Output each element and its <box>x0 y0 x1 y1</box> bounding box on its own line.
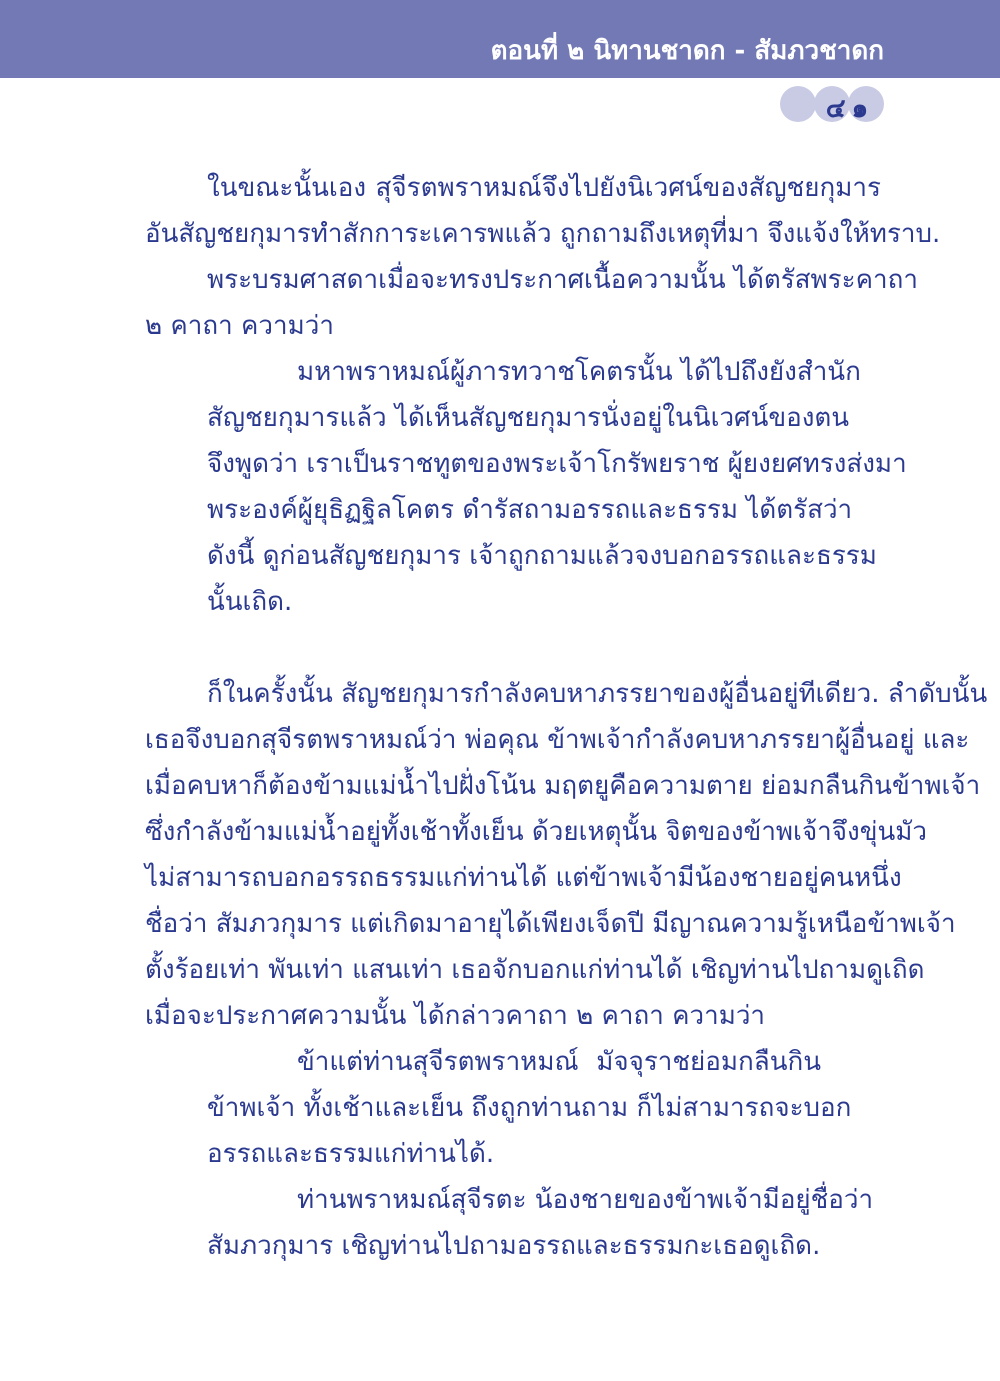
verse-line: ข้าแต่ท่านสุจีรตพราหมณ์ มัจจุราชย่อมกลืนกิน <box>297 1047 821 1077</box>
prose-line: ชื่อว่า สัมภวกุมาร แต่เกิดมาอายุได้เพียงเจ็ดปี มีญาณความรู้เหนือข้าพเจ้า <box>145 909 956 939</box>
verse-line: พระองค์ผู้ยุธิฏฐิลโคตร ดำรัสถามอรรถและธรรม ได้ตรัสว่า <box>207 495 853 525</box>
prose-line: ไม่สามารถบอกอรรถธรรมแก่ท่านได้ แต่ข้าพเจ้ามีน้องชายอยู่คนหนึ่ง <box>145 863 902 893</box>
verse-line: จึงพูดว่า เราเป็นราชทูตของพระเจ้าโกรัพยราช ผู้ยงยศทรงส่งมา <box>207 449 907 479</box>
prose-line: พระบรมศาสดาเมื่อจะทรงประกาศเนื้อความนั้น ได้ตรัสพระคาถา <box>207 265 918 295</box>
prose-line: ก็ในครั้งนั้น สัญชยกุมารกำลังคบหาภรรยาของผู้อื่นอยู่ทีเดียว. ลำดับนั้น <box>207 679 988 709</box>
verse-line: ข้าพเจ้า ทั้งเช้าและเย็น ถึงถูกท่านถาม ก็ไม่สามารถจะบอก <box>207 1093 852 1123</box>
page-number: ๔๑ <box>825 94 875 124</box>
prose-line: เมื่อคบหาก็ต้องข้ามแม่น้ำไปฝั่งโน้น มฤตยูคือความตาย ย่อมกลืนกินข้าพเจ้า <box>145 771 981 801</box>
prose-line: ๒ คาถา ความว่า <box>145 311 334 341</box>
chapter-title: ตอนที่ ๒ นิทานชาดก - สัมภวชาดก <box>490 36 884 66</box>
prose-line: อันสัญชยกุมารทำสักการะเคารพแล้ว ถูกถามถึงเหตุที่มา จึงแจ้งให้ทราบ. <box>145 219 941 249</box>
verse-line: ท่านพราหมณ์สุจีรตะ น้องชายของข้าพเจ้ามีอยู่ชื่อว่า <box>297 1185 874 1215</box>
verse-line: อรรถและธรรมแก่ท่านได้. <box>207 1139 495 1169</box>
verse-line: มหาพราหมณ์ผู้ภารทวาชโคตรนั้น ได้ไปถึงยังสำนัก <box>297 357 861 387</box>
prose-line: ในขณะนั้นเอง สุจีรตพราหมณ์จึงไปยังนิเวศน์ของสัญชยกุมาร <box>207 173 881 203</box>
verse-line: สัญชยกุมารแล้ว ได้เห็นสัญชยกุมารนั่งอยู่ในนิเวศน์ของตน <box>207 403 850 433</box>
verse-line: ดังนี้ ดูก่อนสัญชยกุมาร เจ้าถูกถามแล้วจงบอกอรรถและธรรม <box>207 541 877 571</box>
prose-line: ตั้งร้อยเท่า พันเท่า แสนเท่า เธอจักบอกแก่ท่านได้ เชิญท่านไปถามดูเถิด <box>145 955 925 985</box>
verse-line: สัมภวกุมาร เชิญท่านไปถามอรรถและธรรมกะเธอดูเถิด. <box>207 1231 821 1261</box>
verse-line: นั้นเถิด. <box>207 587 293 617</box>
prose-line: เธอจึงบอกสุจีรตพราหมณ์ว่า พ่อคุณ ข้าพเจ้ากำลังคบหาภรรยาผู้อื่นอยู่ และ <box>145 725 970 755</box>
prose-line: เมื่อจะประกาศความนั้น ได้กล่าวคาถา ๒ คาถา ความว่า <box>145 1001 766 1031</box>
prose-line: ซึ่งกำลังข้ามแม่น้ำอยู่ทั้งเช้าทั้งเย็น ด้วยเหตุนั้น จิตของข้าพเจ้าจึงขุ่นมัว <box>145 817 927 847</box>
